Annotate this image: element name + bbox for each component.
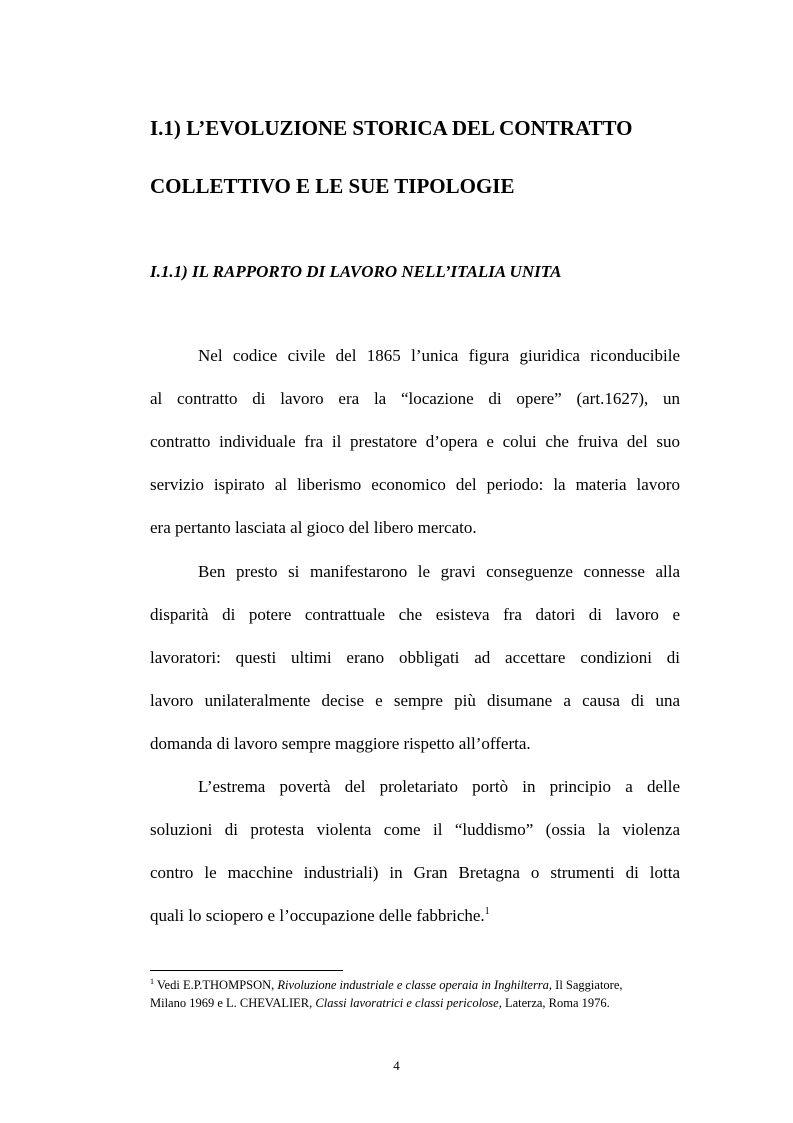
footnote-title-2: Classi lavoratrici e classi pericolose — [315, 996, 499, 1010]
paragraph-1-line-2: al contratto di lavoro era la “locazione di opere” (art.1627), un — [150, 389, 680, 408]
section-title: I.1.1) IL RAPPORTO DI LAVORO NELL’ITALIA UNITA — [150, 262, 562, 281]
footnote-line-1 — [150, 977, 690, 994]
paragraph-2-line-5: domanda di lavoro sempre maggiore rispetto all’offerta. — [150, 734, 531, 753]
paragraph-1-line-4: servizio ispirato al liberismo economico del periodo: la materia lavoro — [150, 475, 680, 494]
page-number: 4 — [393, 1058, 400, 1073]
footnote-prefix: Vedi E.P.THOMPSON, — [156, 978, 278, 992]
paragraph-3-line-2: soluzioni di protesta violenta come il “luddismo” (ossia la violenza — [150, 820, 680, 839]
footnote-line-2 — [150, 995, 690, 1012]
paragraph-1-line-5: era pertanto lasciata al gioco del libero mercato. — [150, 518, 477, 537]
paragraph-2-line-4: lavoro unilateralmente decise e sempre più disumane a causa di una — [150, 691, 680, 710]
paragraph-3-line-4 — [150, 902, 680, 930]
chapter-title — [150, 99, 710, 215]
footnote-reference[interactable]: 1 — [484, 906, 490, 917]
footnote-publisher-1: Il Saggiatore, — [552, 978, 623, 992]
paragraph-3-line-4-text: quali lo sciopero e l’occupazione delle fabbriche. — [150, 906, 485, 925]
paragraph-1-line-3: contratto individuale fra il prestatore d’opera e colui che fruiva del suo — [150, 432, 680, 451]
footnote-line-2-start: Milano 1969 e L. CHEVALIER, — [150, 996, 316, 1010]
footnote-line-2-end: , Laterza, Roma 1976. — [498, 996, 610, 1010]
chapter-title-line-2: COLLETTIVO E LE SUE TIPOLOGIE — [150, 174, 515, 198]
paragraph-2-line-1: Ben presto si manifestarono le gravi conseguenze connesse alla — [198, 562, 680, 581]
paragraph-1-line-1: Nel codice civile del 1865 l’unica figura giuridica riconducibile — [198, 346, 680, 365]
chapter-title-line-1: I.1) L’EVOLUZIONE STORICA DEL CONTRATTO — [150, 116, 633, 140]
footnote-marker: 1 — [150, 977, 154, 986]
paragraph-2-line-3: lavoratori: questi ultimi erano obbligati ad accettare condizioni di — [150, 648, 680, 667]
footnote-title-1: Rivoluzione industriale e classe operaia in Inghilterra, — [277, 978, 553, 992]
paragraph-3-line-3: contro le macchine industriali) in Gran Bretagna o strumenti di lotta — [150, 863, 680, 882]
footnote-separator — [150, 970, 343, 971]
paragraph-3-line-1: L’estrema povertà del proletariato portò in principio a delle — [198, 777, 680, 796]
paragraph-2-line-2: disparità di potere contrattuale che esisteva fra datori di lavoro e — [150, 605, 680, 624]
